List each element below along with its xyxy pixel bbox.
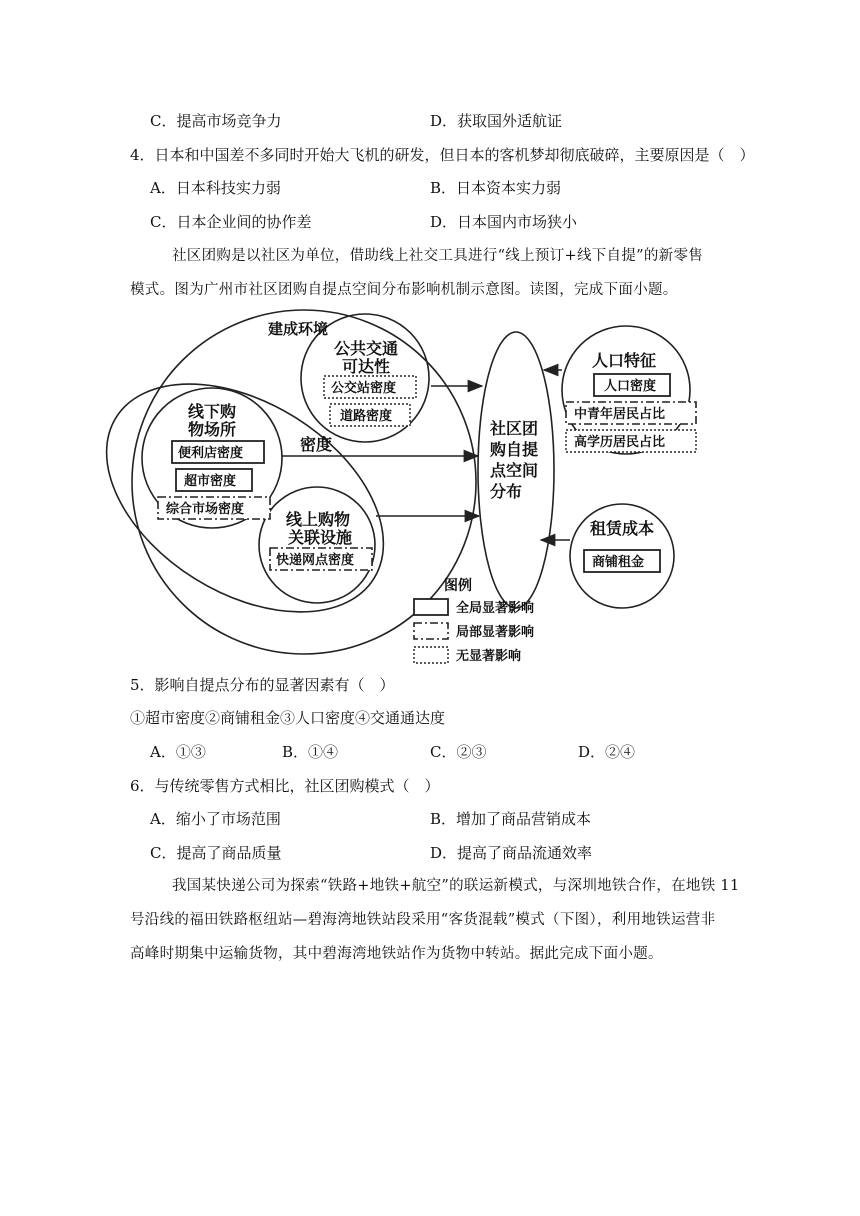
q5-stem: 5．影响自提点分布的显著因素有（ ） — [130, 676, 395, 694]
built-env-label: 建成环境 — [268, 320, 329, 338]
q4-option-c: C．日本企业间的协作差 — [150, 213, 312, 231]
q5-option-d: D．②④ — [578, 743, 636, 761]
q4-stem: 4．日本和中国差不多同时开始大飞机的研发，但日本的客机梦却彻底破碎，主要原因是（ ） — [130, 146, 755, 164]
pop-title: 人口特征 — [592, 351, 657, 370]
legend-global-label: 全局显著影响 — [456, 601, 535, 616]
center-line-1: 社区团 — [490, 419, 539, 438]
convenience-label: 便利店密度 — [178, 446, 244, 461]
express-label: 快递网点密度 — [276, 553, 355, 568]
rent-title: 租赁成本 — [590, 519, 655, 538]
center-line-2: 购自提 — [490, 440, 539, 459]
density-label: 密度 — [300, 435, 333, 454]
center-line-4: 分布 — [490, 482, 523, 501]
pop-density-label: 人口密度 — [604, 379, 657, 394]
legend-local-label: 局部显著影响 — [456, 625, 535, 640]
q6-option-b: B．增加了商品营销成本 — [430, 810, 592, 828]
young-ratio-label: 中青年居民占比 — [574, 407, 666, 422]
q5-option-a: A．①③ — [150, 743, 206, 761]
passage2-line2: 号沿线的福田铁路枢纽站—碧海湾地铁站段采用“客货混载”模式（下图），利用地铁运营非 — [130, 912, 716, 928]
q6-option-a: A．缩小了市场范围 — [150, 810, 281, 828]
legend-title: 图例 — [444, 578, 472, 594]
legend-none-label: 无显著影响 — [456, 649, 522, 664]
q6-stem: 6．与传统零售方式相比，社区团购模式（ ） — [130, 777, 440, 795]
passage2-line3: 高峰时期集中运输货物，其中碧海湾地铁站作为货物中转站。据此完成下面小题。 — [130, 946, 663, 962]
offline-title-1: 线下购 — [188, 402, 237, 421]
q5-option-b: B．①④ — [282, 743, 339, 761]
legend-global-box — [414, 599, 448, 615]
q5-option-c: C．②③ — [430, 743, 487, 761]
online-title-1: 线上购物 — [286, 510, 351, 529]
passage1-line2: 模式。图为广州市社区团购自提点空间分布影响机制示意图。读图，完成下面小题。 — [130, 282, 678, 298]
supermarket-label: 超市密度 — [184, 474, 237, 489]
market-label: 综合市场密度 — [166, 502, 245, 517]
q4-option-a: A．日本科技实力弱 — [150, 179, 281, 197]
q6-option-c: C．提高了商品质量 — [150, 844, 282, 862]
q3-option-d: D．获取国外适航证 — [430, 112, 563, 130]
online-title-2: 关联设施 — [288, 528, 353, 547]
legend-local-box — [414, 623, 448, 639]
q5-items: ①超市密度②商铺租金③人口密度④交通通达度 — [130, 709, 446, 727]
bus-density-label: 公交站密度 — [331, 381, 397, 396]
offline-title-2: 物场所 — [188, 420, 237, 439]
road-density-label: 道路密度 — [340, 409, 393, 424]
transit-title-2: 可达性 — [342, 357, 391, 376]
passage2-line1: 我国某快递公司为探索“铁路+地铁+航空”的联运新模式，与深圳地铁合作，在地铁 11 — [172, 878, 740, 894]
q4-option-d: D．日本国内市场狭小 — [430, 213, 578, 231]
passage1-line1: 社区团购是以社区为单位，借助线上社交工具进行“线上预订+线下自提”的新零售 — [172, 248, 704, 264]
q6-option-d: D．提高了商品流通效率 — [430, 844, 593, 862]
center-line-3: 点空间 — [490, 461, 539, 480]
transit-title-1: 公共交通 — [334, 339, 399, 358]
edu-ratio-label: 高学历居民占比 — [574, 435, 666, 450]
q4-option-b: B．日本资本实力弱 — [430, 179, 562, 197]
shop-rent-label: 商铺租金 — [592, 555, 645, 570]
legend-none-box — [414, 647, 448, 663]
q3-option-c: C．提高市场竞争力 — [150, 112, 282, 130]
